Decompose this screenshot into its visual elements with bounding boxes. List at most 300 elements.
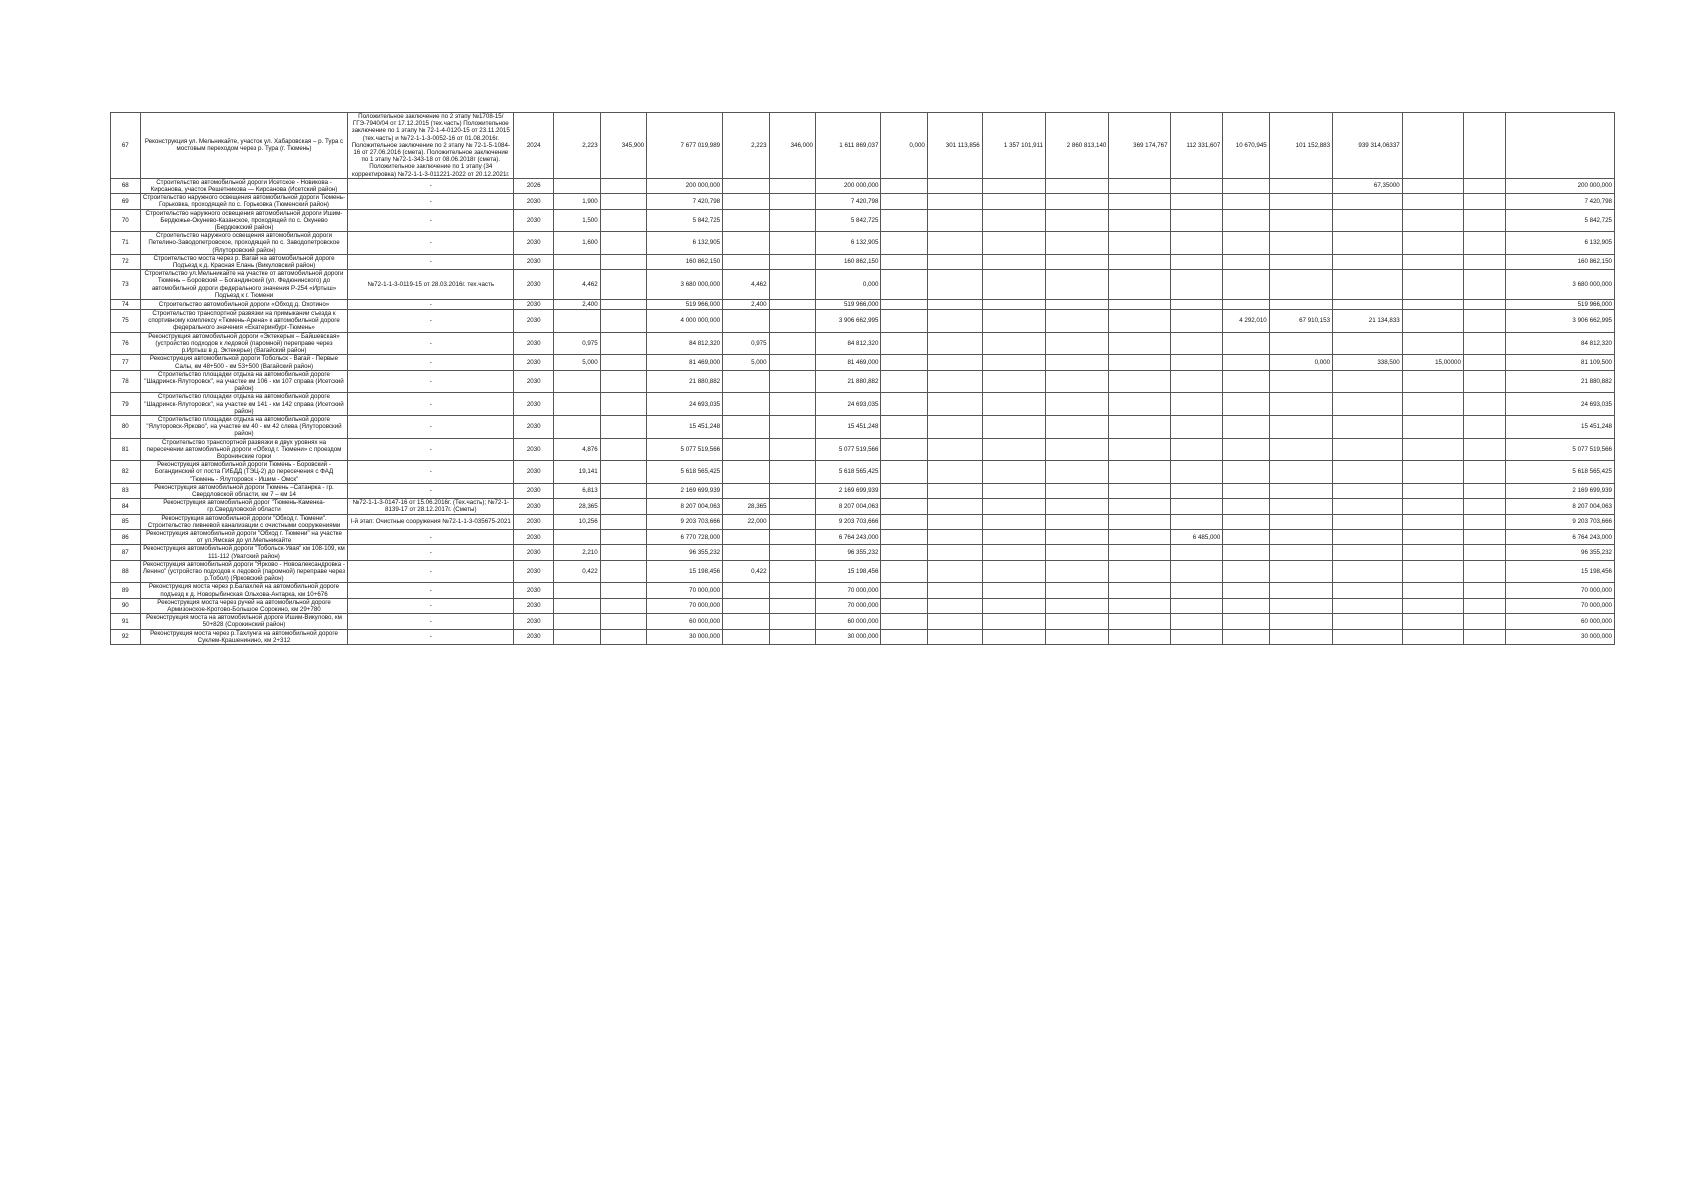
row-number: 86 [111,529,141,544]
value-col-15 [1170,614,1223,629]
object-name: Строительство транспортной развязки в двух уровнях на пересечении автомобильной дороги «Обход г. Тюмени» с проездом Воронинские горки [140,438,348,461]
value-col-11 [927,332,982,355]
remaining-cost: 3 906 662,995 [815,310,880,333]
object-name: Строительство ул.Мельникайте на участке от автомобильной дороги Тюмень – Боровский – Богандинский (ул. Федюнинского) до автомобильной дороги федерального значения Р-254 «Иртыш» Подъезд к г. Тюмени [140,270,348,300]
length-km [554,598,600,613]
completion-year: 2030 [514,370,554,393]
completion-year: 2030 [514,415,554,438]
value-col-18 [1333,415,1403,438]
value-col-10 [881,529,927,544]
balance-cost: 84 812,320 [1506,332,1615,355]
value-col-11 [927,529,982,544]
value-col-11 [927,254,982,269]
row-number: 82 [111,461,141,484]
table-row [111,438,1615,461]
value-col-20 [1463,254,1505,269]
value-col-17 [1269,332,1332,355]
length-completed-km [723,254,769,269]
value-col-20 [1463,583,1505,598]
value-col-11 [927,499,982,514]
value-col-13 [1046,529,1109,544]
value-col-12 [982,461,1045,484]
value-col-10 [881,300,927,310]
total-cost: 6 770 728,000 [647,529,723,544]
length-completed-km [723,415,769,438]
value-col-17 [1269,545,1332,560]
value-col-20 [1463,629,1505,644]
row-number: 80 [111,415,141,438]
object-name: Реконструкция моста через ручей на автомобильной дороге Армизонское-Кротово-Большое Сорокино, км 29+780 [140,598,348,613]
value-col-13 [1046,332,1109,355]
value-col-19 [1402,545,1463,560]
length-completed-km: 0,975 [723,332,769,355]
value-col-10 [881,310,927,333]
value-col-17 [1269,209,1332,232]
total-cost: 15 451,248 [647,415,723,438]
value-col-16 [1223,529,1269,544]
value-col-12: 1 357 101,911 [982,113,1045,179]
length-completed-km [723,629,769,644]
remaining-cost: 15 198,456 [815,560,880,583]
value-col-18 [1333,629,1403,644]
value-col-16 [1223,194,1269,209]
balance-cost: 81 109,500 [1506,355,1615,370]
length-completed-km [723,529,769,544]
value-col-15 [1170,438,1223,461]
total-cost: 81 469,000 [647,355,723,370]
value-col-14 [1109,270,1170,300]
value-col-11 [927,629,982,644]
cost-completed [769,393,815,416]
object-name: Реконструкция автомобильной дороги "Обход г. Тюмени". Строительство ливневой канализации с очистными сооружениями [140,514,348,529]
cost-completed [769,232,815,255]
value-col-17 [1269,415,1332,438]
value-col-14 [1109,415,1170,438]
value-col-18 [1333,583,1403,598]
value-col-18: 21 134,833 [1333,310,1403,333]
value-col-15 [1170,300,1223,310]
value-col-11 [927,483,982,498]
value-col-14 [1109,232,1170,255]
value-col-13 [1046,209,1109,232]
value-col-20 [1463,499,1505,514]
cost-indicator [600,438,646,461]
table-body [111,113,1615,645]
value-col-11: 301 113,856 [927,113,982,179]
value-col-14 [1109,393,1170,416]
total-cost: 6 132,905 [647,232,723,255]
table-row [111,232,1615,255]
value-col-16: 10 670,945 [1223,113,1269,179]
value-col-18 [1333,438,1403,461]
expertise-document: - [348,415,514,438]
value-col-10 [881,355,927,370]
row-number: 77 [111,355,141,370]
row-number: 89 [111,583,141,598]
cost-indicator [600,629,646,644]
table-row [111,270,1615,300]
value-col-10: 0,000 [881,113,927,179]
value-col-16 [1223,598,1269,613]
remaining-cost: 8 207 004,063 [815,499,880,514]
value-col-17: 0,000 [1269,355,1332,370]
cost-completed [769,461,815,484]
table-row [111,178,1615,193]
balance-cost: 15 198,456 [1506,560,1615,583]
value-col-19 [1402,583,1463,598]
value-col-15 [1170,310,1223,333]
balance-cost: 3 680 000,000 [1506,270,1615,300]
expertise-document: - [348,232,514,255]
length-km [554,178,600,193]
value-col-18 [1333,614,1403,629]
value-col-17: 101 152,883 [1269,113,1332,179]
length-completed-km: 4,462 [723,270,769,300]
cost-completed [769,194,815,209]
remaining-cost: 160 862,150 [815,254,880,269]
object-name: Реконструкция автомобильной дороги Тюмень –Сатанрка - гр. Свердловской области, км 7 – км 14 [140,483,348,498]
table-sheet [110,112,1615,645]
value-col-20 [1463,300,1505,310]
cost-indicator [600,310,646,333]
value-col-14 [1109,560,1170,583]
value-col-14 [1109,461,1170,484]
value-col-13 [1046,514,1109,529]
value-col-17 [1269,438,1332,461]
value-col-19 [1402,370,1463,393]
value-col-10 [881,393,927,416]
value-col-11 [927,598,982,613]
value-col-18 [1333,598,1403,613]
value-col-18 [1333,270,1403,300]
completion-year: 2030 [514,332,554,355]
data-table [110,112,1615,645]
row-number: 81 [111,438,141,461]
value-col-11 [927,415,982,438]
value-col-11 [927,270,982,300]
total-cost: 519 966,000 [647,300,723,310]
value-col-11 [927,355,982,370]
length-completed-km [723,178,769,193]
balance-cost: 24 693,035 [1506,393,1615,416]
value-col-20 [1463,483,1505,498]
remaining-cost: 5 077 519,566 [815,438,880,461]
remaining-cost: 15 451,248 [815,415,880,438]
cost-completed [769,545,815,560]
balance-cost: 519 966,000 [1506,300,1615,310]
value-col-15 [1170,598,1223,613]
remaining-cost: 7 420,798 [815,194,880,209]
length-km [554,393,600,416]
row-number: 85 [111,514,141,529]
value-col-11 [927,514,982,529]
total-cost: 70 000,000 [647,598,723,613]
object-name: Реконструкция моста на автомобильной дороге Ишим-Викулово, км 50+828 (Сорокинский район) [140,614,348,629]
table-row [111,629,1615,644]
value-col-17 [1269,300,1332,310]
length-km: 2,223 [554,113,600,179]
table-row [111,300,1615,310]
row-number: 71 [111,232,141,255]
value-col-10 [881,209,927,232]
cost-completed [769,629,815,644]
value-col-10 [881,483,927,498]
total-cost: 7 420,798 [647,194,723,209]
value-col-19 [1402,300,1463,310]
remaining-cost: 60 000,000 [815,614,880,629]
value-col-18: 939 314,06337 [1333,113,1403,179]
length-km: 2,400 [554,300,600,310]
cost-completed [769,583,815,598]
value-col-16 [1223,300,1269,310]
value-col-19 [1402,393,1463,416]
object-name: Реконструкция автомобильной дороги Тобольск - Вагай - Первые Салы, км 48+500 - км 53+500 (Вагайский район) [140,355,348,370]
total-cost: 21 880,882 [647,370,723,393]
completion-year: 2030 [514,545,554,560]
value-col-13 [1046,232,1109,255]
value-col-20 [1463,332,1505,355]
cost-completed [769,332,815,355]
length-completed-km [723,545,769,560]
value-col-18 [1333,545,1403,560]
length-km: 28,365 [554,499,600,514]
remaining-cost: 519 966,000 [815,300,880,310]
total-cost: 5 842,725 [647,209,723,232]
object-name: Строительство транспортной развязки на примыкании съезда к спортивному комплексу «Тюмень-Арена» к автомобильной дороге федерального значения «Екатеринбург-Тюмень» [140,310,348,333]
expertise-document: - [348,461,514,484]
value-col-15 [1170,415,1223,438]
value-col-12 [982,232,1045,255]
length-km: 1,500 [554,209,600,232]
length-completed-km [723,232,769,255]
value-col-18 [1333,194,1403,209]
value-col-13 [1046,560,1109,583]
cost-completed [769,415,815,438]
value-col-20 [1463,178,1505,193]
object-name: Строительство площадки отдыха на автомобильной дороге "Шадринск-Ялуторовск", на участке км 106 - км 107 справа (Исетский район) [140,370,348,393]
value-col-12 [982,209,1045,232]
value-col-11 [927,545,982,560]
remaining-cost: 6 764 243,000 [815,529,880,544]
length-km: 10,256 [554,514,600,529]
value-col-10 [881,545,927,560]
balance-cost: 5 618 565,425 [1506,461,1615,484]
cost-completed [769,598,815,613]
value-col-17 [1269,614,1332,629]
table-row [111,355,1615,370]
cost-indicator [600,393,646,416]
value-col-11 [927,300,982,310]
value-col-16 [1223,232,1269,255]
table-row [111,370,1615,393]
total-cost: 3 680 000,000 [647,270,723,300]
cost-indicator: 345,900 [600,113,646,179]
value-col-12 [982,499,1045,514]
total-cost: 7 677 019,989 [647,113,723,179]
remaining-cost: 200 000,000 [815,178,880,193]
total-cost: 15 198,456 [647,560,723,583]
value-col-19 [1402,232,1463,255]
row-number: 91 [111,614,141,629]
value-col-19 [1402,438,1463,461]
value-col-19 [1402,254,1463,269]
value-col-16 [1223,254,1269,269]
value-col-19: 15,00000 [1402,355,1463,370]
row-number: 73 [111,270,141,300]
value-col-10 [881,194,927,209]
value-col-20 [1463,113,1505,179]
value-col-16 [1223,483,1269,498]
balance-cost: 200 000,000 [1506,178,1615,193]
balance-cost: 8 207 004,063 [1506,499,1615,514]
value-col-12 [982,370,1045,393]
cost-completed: 346,000 [769,113,815,179]
value-col-10 [881,514,927,529]
completion-year: 2030 [514,232,554,255]
object-name: Реконструкция автомобильной дорог "Тюмень-Каменка-гр.Свердловской области [140,499,348,514]
balance-cost: 60 000,000 [1506,614,1615,629]
value-col-17 [1269,583,1332,598]
completion-year: 2030 [514,514,554,529]
value-col-18 [1333,232,1403,255]
value-col-16 [1223,614,1269,629]
value-col-16: 4 292,010 [1223,310,1269,333]
length-km [554,529,600,544]
length-completed-km [723,483,769,498]
length-km [554,254,600,269]
cost-indicator [600,270,646,300]
value-col-15: 112 331,607 [1170,113,1223,179]
completion-year: 2030 [514,560,554,583]
value-col-11 [927,393,982,416]
value-col-12 [982,254,1045,269]
value-col-19 [1402,499,1463,514]
length-completed-km: 2,223 [723,113,769,179]
table-row [111,545,1615,560]
value-col-10 [881,254,927,269]
expertise-document: - [348,178,514,193]
balance-cost: 6 764 243,000 [1506,529,1615,544]
value-col-17 [1269,499,1332,514]
expertise-document: №72-1-1-3-0147-16 от 15.06.2016г. (Тех.часть); №72-1-8139-17 от 28.12.2017г. (Сметы) [348,499,514,514]
value-col-16 [1223,209,1269,232]
length-km: 19,141 [554,461,600,484]
value-col-19 [1402,310,1463,333]
object-name: Реконструкция моста через р.Тахлунга на автомобильной дороге Суклем-Крашенинино, км 2+312 [140,629,348,644]
cost-indicator [600,194,646,209]
expertise-document: - [348,355,514,370]
table-row [111,598,1615,613]
value-col-18 [1333,461,1403,484]
table-row [111,310,1615,333]
value-col-15 [1170,629,1223,644]
balance-cost: 70 000,000 [1506,583,1615,598]
value-col-12 [982,529,1045,544]
table-row [111,209,1615,232]
cost-indicator [600,355,646,370]
value-col-13 [1046,614,1109,629]
value-col-11 [927,438,982,461]
value-col-14 [1109,355,1170,370]
object-name: Реконструкция моста через р.Балахлей на автомобильной дороге подъезд к д. Новорыбинская Ольхова-Антарка, км 10+676 [140,583,348,598]
cost-completed [769,209,815,232]
balance-cost: 15 451,248 [1506,415,1615,438]
length-completed-km [723,438,769,461]
expertise-document: - [348,614,514,629]
expertise-document: - [348,545,514,560]
cost-completed [769,300,815,310]
value-col-10 [881,598,927,613]
value-col-12 [982,514,1045,529]
value-col-13 [1046,438,1109,461]
length-km [554,614,600,629]
value-col-13 [1046,393,1109,416]
cost-completed [769,370,815,393]
cost-completed [769,310,815,333]
value-col-17 [1269,254,1332,269]
cost-completed [769,560,815,583]
length-km: 4,876 [554,438,600,461]
object-name: Строительство наружного освещения автомобильной дороги Тюмень-Горьковка, проходящей по с. Горьковка (Тюменский район) [140,194,348,209]
value-col-11 [927,614,982,629]
value-col-16 [1223,545,1269,560]
value-col-16 [1223,583,1269,598]
value-col-12 [982,583,1045,598]
cost-indicator [600,560,646,583]
value-col-17 [1269,270,1332,300]
value-col-14: 369 174,767 [1109,113,1170,179]
value-col-10 [881,499,927,514]
value-col-20 [1463,461,1505,484]
row-number: 92 [111,629,141,644]
value-col-17 [1269,529,1332,544]
total-cost: 5 618 565,425 [647,461,723,484]
expertise-document: №72-1-1-3-0119-15 от 28.03.2016г. тех.часть [348,270,514,300]
completion-year: 2030 [514,393,554,416]
value-col-19 [1402,629,1463,644]
row-number: 72 [111,254,141,269]
remaining-cost: 70 000,000 [815,583,880,598]
completion-year: 2030 [514,300,554,310]
value-col-18 [1333,483,1403,498]
length-completed-km: 22,000 [723,514,769,529]
cost-indicator [600,370,646,393]
balance-cost: 2 169 699,939 [1506,483,1615,498]
object-name: Реконструкция автомобильной дороги «Эктекерьм – Байшевская» (устройство подходов к ледовой (паромной) переправе через р.Иртыш в д. Эктекерье) (Вагайский район) [140,332,348,355]
cost-completed [769,529,815,544]
length-km [554,415,600,438]
total-cost: 60 000,000 [647,614,723,629]
value-col-20 [1463,415,1505,438]
object-name: Реконструкция ул. Мельникайте, участок ул. Хабаровская – р. Тура с мостовым переходом через р. Тура (г. Тюмень) [140,113,348,179]
value-col-18 [1333,529,1403,544]
value-col-12 [982,194,1045,209]
length-km: 1,600 [554,232,600,255]
value-col-10 [881,461,927,484]
cost-indicator [600,614,646,629]
completion-year: 2026 [514,178,554,193]
remaining-cost: 21 880,882 [815,370,880,393]
expertise-document: - [348,629,514,644]
cost-indicator [600,483,646,498]
value-col-12 [982,270,1045,300]
value-col-11 [927,370,982,393]
value-col-14 [1109,178,1170,193]
expertise-document: - [348,483,514,498]
expertise-document: - [348,583,514,598]
row-number: 88 [111,560,141,583]
value-col-10 [881,370,927,393]
